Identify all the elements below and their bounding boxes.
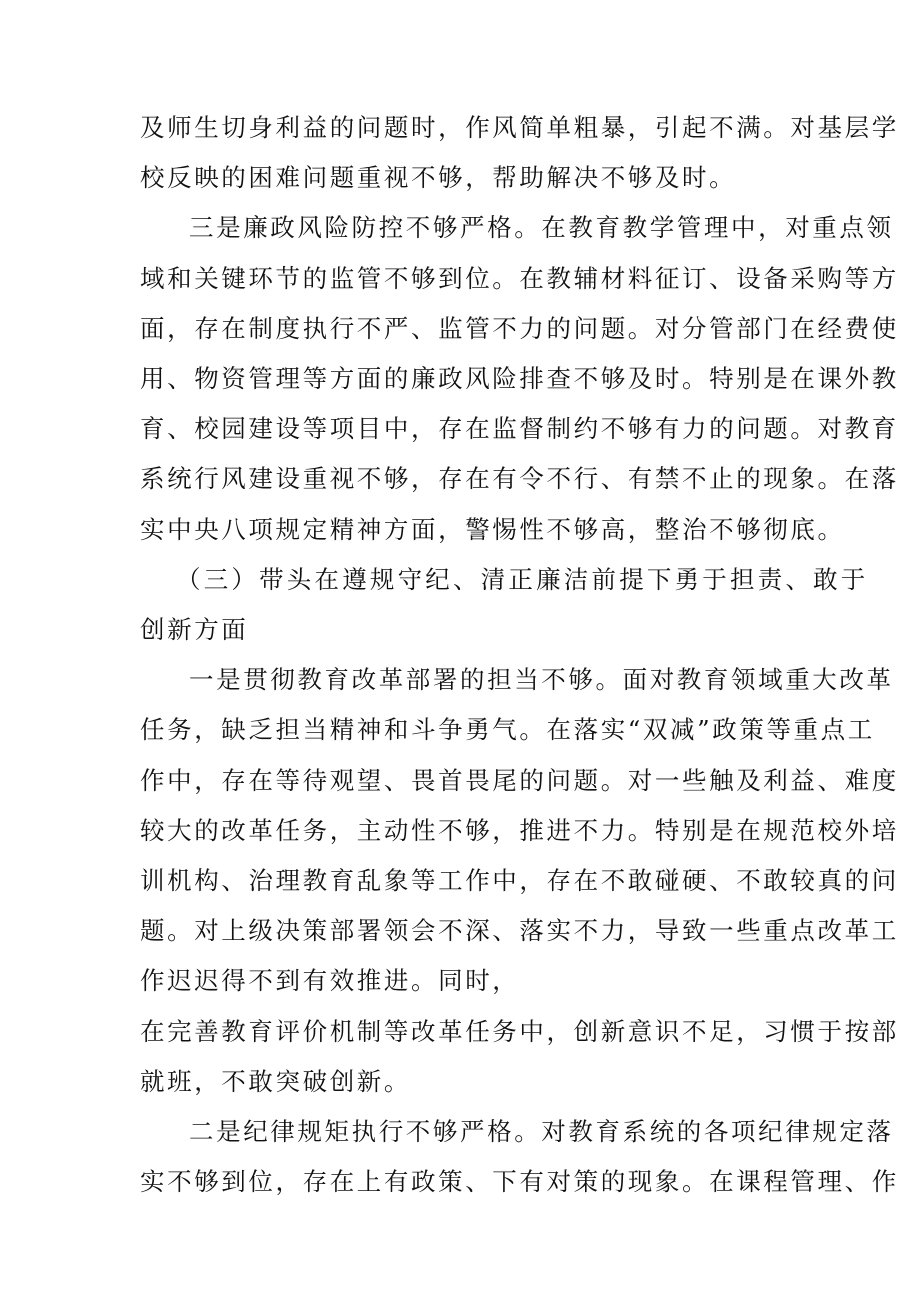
text-line-7: 育、校园建设等项目中，存在监督制约不够有力的问题。对教育 <box>140 414 899 443</box>
text-line-15: 较大的改革任务，主动性不够，推进不力。特别是在规范校外培 <box>140 816 899 845</box>
section-heading-continuation: 创新方面 <box>140 615 249 644</box>
text-line-1: 及师生切身利益的问题时，作风简单粗暴，引起不满。对基层学 <box>140 113 899 142</box>
text-line-2: 校反映的困难问题重视不够，帮助解决不够及时。 <box>140 163 737 192</box>
text-line-13: 任务，缺乏担当精神和斗争勇气。在落实“双减”政策等重点工 <box>140 715 875 744</box>
text-line-19: 在完善教育评价机制等改革任务中，创新意识不足，习惯于按部 <box>140 1017 899 1046</box>
text-line-9: 实中央八项规定精神方面，警惕性不够高，整治不够彻底。 <box>140 515 845 544</box>
section-heading: （三）带头在遵规守纪、清正廉洁前提下勇于担责、敢于 <box>176 565 869 594</box>
text-line-17: 题。对上级决策部署领会不深、落实不力，导致一些重点改革工 <box>140 916 899 945</box>
text-line-8: 系统行风建设重视不够，存在有令不行、有禁不止的现象。在落 <box>140 464 899 493</box>
text-line-4: 域和关键环节的监管不够到位。在教辅材料征订、设备采购等方 <box>140 264 899 293</box>
text-line-18: 作迟迟得不到有效推进。同时， <box>140 966 520 995</box>
paragraph-one-start: 一是贯彻教育改革部署的担当不够。面对教育领域重大改革 <box>189 665 894 694</box>
text-line-14: 作中，存在等待观望、畏首畏尾的问题。对一些触及利益、难度 <box>140 766 899 795</box>
paragraph-two-start: 二是纪律规矩执行不够严格。对教育系统的各项纪律规定落 <box>189 1117 894 1146</box>
paragraph-three-start: 三是廉政风险防控不够严格。在教育教学管理中，对重点领 <box>189 213 894 242</box>
text-line-20: 就班，不敢突破创新。 <box>140 1067 411 1096</box>
text-line-5: 面，存在制度执行不严、监管不力的问题。对分管部门在经费使 <box>140 314 899 343</box>
text-line-16: 训机构、治理教育乱象等工作中，存在不敢碰硬、不敢较真的问 <box>140 866 899 895</box>
text-line-22: 实不够到位，存在上有政策、下有对策的现象。在课程管理、作 <box>140 1167 899 1196</box>
text-line-6: 用、物资管理等方面的廉政风险排查不够及时。特别是在课外教 <box>140 364 899 393</box>
